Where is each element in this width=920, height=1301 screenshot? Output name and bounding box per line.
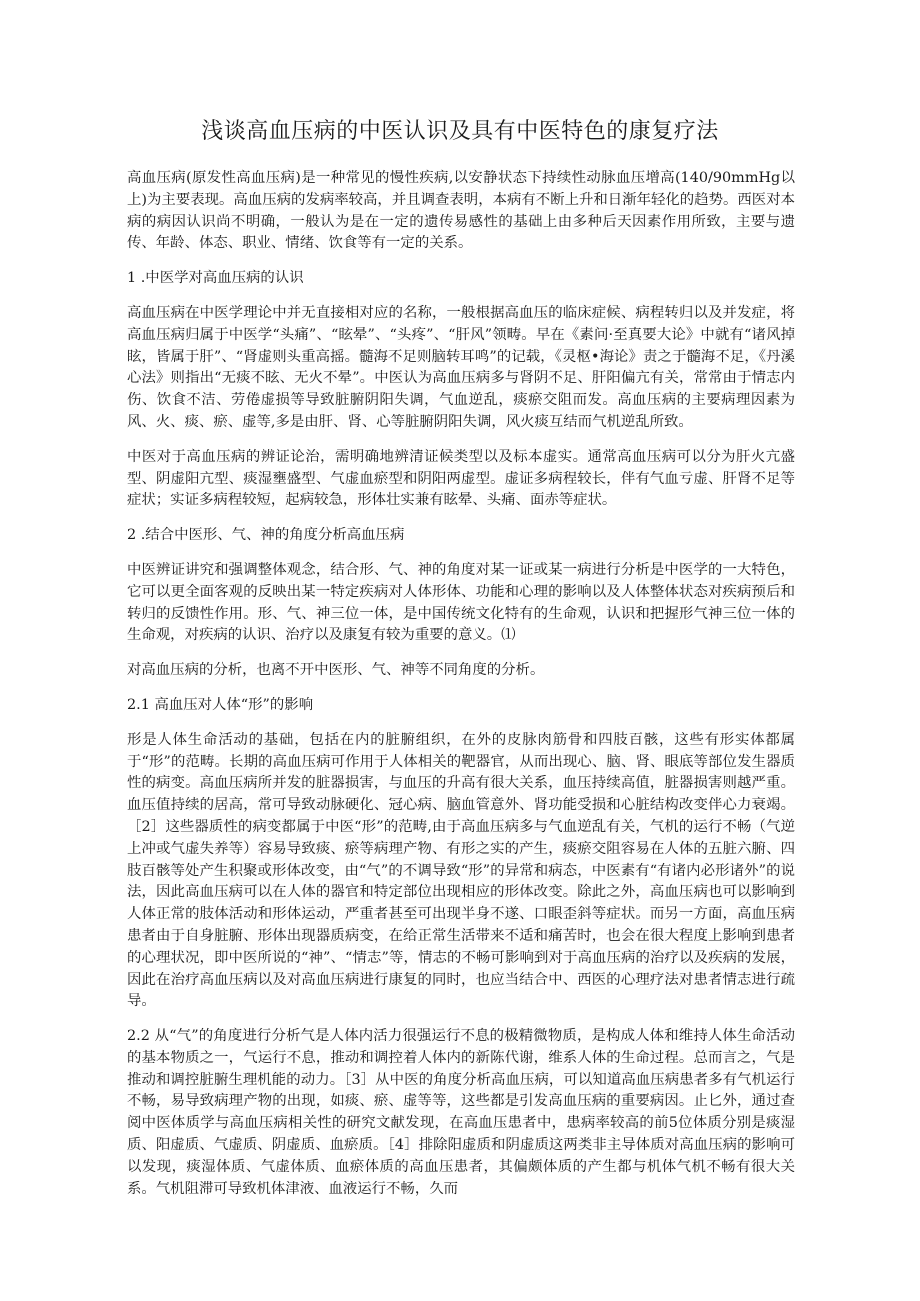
body-paragraph: 高血压病在中医学理论中并无直接相对应的名称，一般根据高血压的临床症候、病程转归以及并发症，将高血压病归属于中医学“头痛”、“眩晕”、“头疼”、“肝风”领畴。早在《素问·至真要大论》中就有“诸风掉眩，皆属于肝”、“肾虚则头重高摇。髓海不足则脑转耳鸣”的记载，《灵枢•海论》责之于髓海不足，《丹溪心法》则指出“无痰不眩、无火不晕”。中医认为高血压病多与肾阴不足、肝阳偏亢有关，常常由于情志内伤、饮食不洁、劳倦虚损等导致脏腑阴阳失调，气血逆乱，痰瘀交阻而发。高血压病的主要病理因素为风、火、痰、瘀、虚等,多是由肝、肾、心等脏腑阴阳失调，风火痰互结而气机逆乱所致。 bbox=[127, 304, 795, 430]
section-heading-2: 2 .结合中医形、气、神的角度分析高血压病 bbox=[127, 527, 405, 544]
body-paragraph: 对高血压病的分析，也离不开中医形、气、神等不同角度的分析。 bbox=[127, 662, 545, 679]
body-paragraph: 中医对于高血压病的辨证论治，需明确地辨清证候类型以及标本虚实。通常高血压病可以分为肝火亢盛型、阴虚阳亢型、痰湿壅盛型、气虚血瘀型和阴阳两虚型。虚证多病程较长，伴有气血亏虚、肝肾不足等症状；实证多病程较短，起病较急，形体壮实兼有眩晕、头痛、面赤等症状。 bbox=[127, 448, 795, 509]
body-paragraph: 2.2 从“气”的角度进行分析气是人体内活力很强运行不息的极精微物质，是构成人体和维持人体生命活动的基本物质之一，气运行不息，推动和调控着人体内的新陈代谢，维系人体的生命过程。总而言之，气是推动和调控脏腑生理机能的动力。［3］从中医的角度分析高血压病，可以知道高血压病患者多有气机运行不畅，易导致病理产物的出现，如痰、瘀、虚等等，这些都是引发高血压病的重要病因。止匕外，通过查阅中医体质学与高血压病相关性的研究文献发现，在高血压患者中，患病率较高的前5位体质分别是痰湿质、阳虚质、气虚质、阴虚质、血瘀质。［4］排除阳虚质和阴虚质这两类非主导体质对高血压病的影响可以发现，痰湿体质、气虚体质、血瘀体质的高血压患者，其偏颇体质的产生都与机体气机不畅有很大关系。气机阻滞可导致机体津液、血液运行不畅，久而 bbox=[127, 1028, 795, 1197]
paper-title: 浅谈高血压病的中医认识及具有中医特色的康复疗法 bbox=[201, 119, 719, 144]
paper-body bbox=[127, 168, 795, 1213]
subsection-heading-2-1: 2.1 高血压对人体“形”的影响 bbox=[127, 696, 314, 713]
intro-paragraph: 高血压病(原发性高血压病)是一种常见的慢性疾病,以安静状态下持续性动脉血压增高(140/90mmHg以上)为主要表现。高血压病的发病率较高，并且调查表明，本病有不断上升和日渐年轻化的趋势。西医对本病的病因认识尚不明确，一般认为是在一定的遗传易感性的基础上由多种后天因素作用所致，主要与遗传、年龄、体态、职业、情绪、饮食等有一定的关系。 bbox=[127, 170, 795, 252]
body-paragraph: 形是人体生命活动的基础，包括在内的脏腑组织，在外的皮脉肉筋骨和四肢百骸，这些有形实体都属于“形”的范畴。长期的高血压病可作用于人体相关的靶器官，从而出现心、脑、肾、眼底等部位发生器质性的病变。高血压病所并发的脏器损害，与血压的升高有很大关系，血压持续高值，脏器损害则越严重。血压值持续的居高，常可导致动脉硬化、冠心病、脑血管意外、肾功能受损和心脏结构改变伴心力衰竭。［2］这些器质性的病变都属于中医“形”的范畴,由于高血压病多与气血逆乱有关，气机的运行不畅（气逆上冲或气虚失养等）容易导致痰、瘀等病理产物、有形之实的产生，痰瘀交阻容易在人体的五脏六腑、四肢百骸等处产生积聚或形体改变，由“气”的不调导致“形”的异常和病态，中医素有“有诸内必形诸外”的说法，因此高血压病可以在人体的器官和特定部位出现相应的形体改变。除此之外，高血压病也可以影响到人体正常的肢体活动和形体运动，严重者甚至可出现半身不遂、口眼歪斜等症状。而另一方面，高血压病患者由于自身脏腑、形体出现器质病变，在给正常生活带来不适和痛苦时，也会在很大程度上影响到患者的心理状况，即中医所说的“神”、“情志”等，情志的不畅可影响到对于高血压病的治疗以及疾病的发展，因此在治疗高血压病以及对高血压病进行康复的同时，也应当结合中、西医的心理疗法对患者情志进行疏导。 bbox=[127, 731, 795, 1010]
body-paragraph: 中医辨证讲究和强调整体观念，结合形、气、神的角度对某一证或某一病进行分析是中医学的一大特色，它可以更全面客观的反映出某一特定疾病对人体形体、功能和心理的影响以及人体整体状态对疾病预后和转归的反馈性作用。形、气、神三位一体，是中国传统文化特有的生命观，认识和把握形气神三位一体的生命观，对疾病的认识、治疗以及康复有较为重要的意义。⑴ bbox=[127, 561, 795, 644]
section-heading-1: 1 .中医学对高血压病的认识 bbox=[127, 270, 304, 287]
